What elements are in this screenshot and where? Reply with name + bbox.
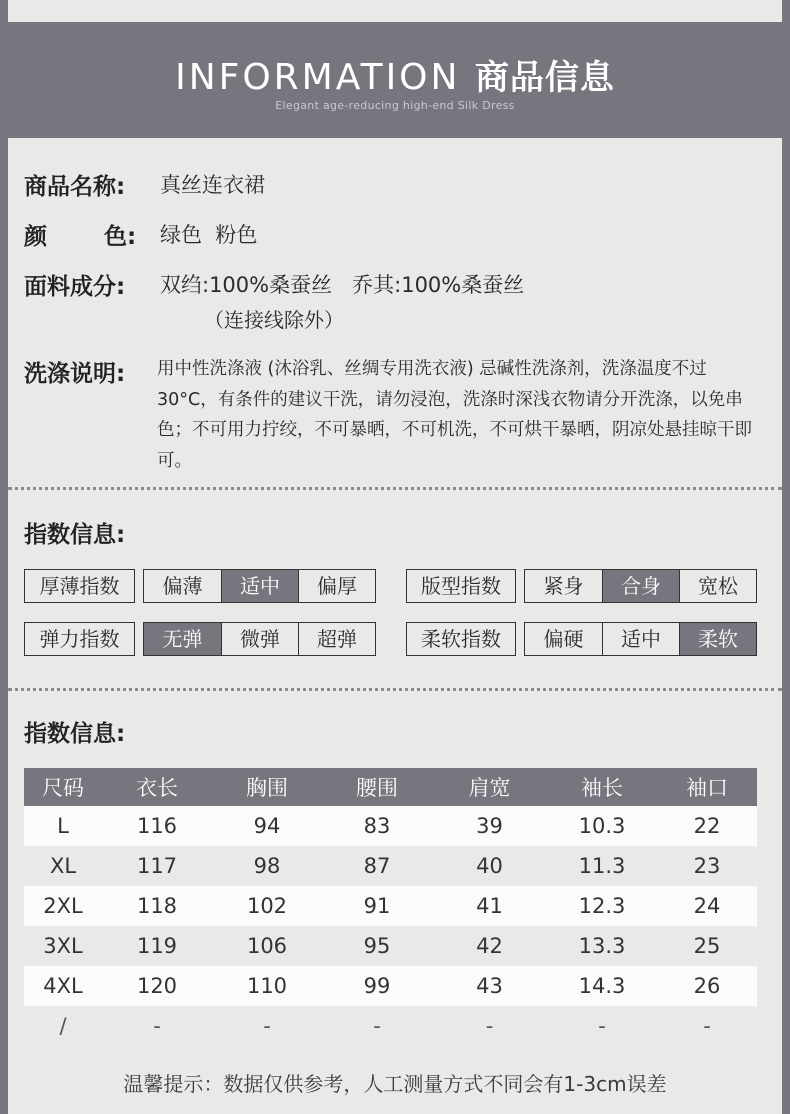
size-table bbox=[24, 768, 757, 1046]
information-header bbox=[0, 22, 790, 138]
size-col-header: 肩宽 bbox=[432, 768, 547, 806]
index-group-softness bbox=[406, 622, 757, 656]
table-cell: 99 bbox=[322, 966, 432, 1006]
table-cell: 12.3 bbox=[547, 886, 657, 926]
index-label: 柔软指数 bbox=[406, 622, 516, 656]
table-cell: 91 bbox=[322, 886, 432, 926]
size-col-header: 袖口 bbox=[657, 768, 757, 806]
table-cell: 102 bbox=[212, 886, 322, 926]
color-label-first: 颜 bbox=[24, 224, 47, 250]
size-col-header: 尺码 bbox=[24, 768, 102, 806]
color-value: 绿色 粉色 bbox=[160, 223, 258, 247]
table-cell: - bbox=[547, 1006, 657, 1046]
table-cell: 2XL bbox=[24, 886, 102, 926]
table-cell: 117 bbox=[102, 846, 212, 886]
dotted-divider bbox=[8, 688, 782, 691]
table-cell: 98 bbox=[212, 846, 322, 886]
table-cell: 120 bbox=[102, 966, 212, 1006]
table-cell: 42 bbox=[432, 926, 547, 966]
index-option-selected: 无弹 bbox=[144, 623, 221, 655]
index-group-thickness bbox=[24, 569, 376, 603]
table-cell: 3XL bbox=[24, 926, 102, 966]
table-cell: 41 bbox=[432, 886, 547, 926]
index-options bbox=[143, 622, 376, 656]
index-label: 厚薄指数 bbox=[24, 569, 135, 603]
index-option: 适中 bbox=[602, 623, 679, 655]
index-option-selected: 柔软 bbox=[679, 623, 756, 655]
table-cell: 87 bbox=[322, 846, 432, 886]
table-cell: 95 bbox=[322, 926, 432, 966]
index-group-fit bbox=[406, 569, 757, 603]
index-section-title: 指数信息: bbox=[24, 522, 126, 548]
table-cell: 22 bbox=[657, 806, 757, 846]
table-cell: 119 bbox=[102, 926, 212, 966]
fabric-label: 面料成分: bbox=[24, 274, 126, 300]
index-option: 微弹 bbox=[221, 623, 298, 655]
size-col-header: 腰围 bbox=[322, 768, 432, 806]
index-options bbox=[524, 569, 757, 603]
index-options bbox=[143, 569, 376, 603]
table-cell: 39 bbox=[432, 806, 547, 846]
index-group-elasticity bbox=[24, 622, 376, 656]
table-cell: 110 bbox=[212, 966, 322, 1006]
table-row bbox=[24, 926, 757, 966]
top-strip bbox=[8, 0, 782, 22]
index-option: 超弹 bbox=[298, 623, 375, 655]
info-panel bbox=[8, 138, 782, 1114]
index-options bbox=[524, 622, 757, 656]
table-cell: 14.3 bbox=[547, 966, 657, 1006]
size-col-header: 袖长 bbox=[547, 768, 657, 806]
table-cell: 118 bbox=[102, 886, 212, 926]
table-cell: 25 bbox=[657, 926, 757, 966]
size-table-header bbox=[24, 768, 757, 806]
index-option-selected: 适中 bbox=[221, 570, 298, 602]
index-label: 版型指数 bbox=[406, 569, 516, 603]
index-option: 偏硬 bbox=[543, 627, 584, 651]
table-cell: 24 bbox=[657, 886, 757, 926]
dotted-divider bbox=[8, 487, 782, 490]
table-cell: 94 bbox=[212, 806, 322, 846]
table-cell: L bbox=[24, 806, 102, 846]
table-cell: 13.3 bbox=[547, 926, 657, 966]
table-cell: 10.3 bbox=[547, 806, 657, 846]
table-cell: 23 bbox=[657, 846, 757, 886]
table-cell: - bbox=[432, 1006, 547, 1046]
wash-instructions: 用中性洗涤液 (沐浴乳、丝绸专用洗衣液) 忌碱性洗涤剂，洗涤温度不过30°C，有条件的建议干洗，请勿浸泡，洗涤时深浅衣物请分开洗涤，以免串色；不可用力拧绞，不可暴晒，不可机洗，不可烘干暴晒，阴凉处悬挂晾干即可。 bbox=[157, 359, 752, 471]
title-en: INFORMATION bbox=[175, 57, 461, 98]
size-section-title: 指数信息: bbox=[24, 721, 126, 747]
index-option: 偏厚 bbox=[298, 570, 375, 602]
index-option: 宽松 bbox=[679, 570, 756, 602]
size-col-header: 胸围 bbox=[212, 768, 322, 806]
table-row bbox=[24, 966, 757, 1006]
page-subtitle: Elegant age-reducing high-end Silk Dress bbox=[275, 99, 515, 112]
table-cell: XL bbox=[24, 846, 102, 886]
table-cell: 40 bbox=[432, 846, 547, 886]
table-row bbox=[24, 846, 757, 886]
wash-label: 洗涤说明: bbox=[24, 361, 126, 387]
index-option: 偏薄 bbox=[162, 574, 203, 598]
index-label: 弹力指数 bbox=[24, 622, 135, 656]
product-name-value: 真丝连衣裙 bbox=[160, 173, 265, 197]
table-cell: 43 bbox=[432, 966, 547, 1006]
page-title bbox=[0, 50, 790, 99]
table-cell: 26 bbox=[657, 966, 757, 1006]
table-cell: 106 bbox=[212, 926, 322, 966]
table-row bbox=[24, 886, 757, 926]
measurement-tip: 温馨提示：数据仅供参考，人工测量方式不同会有1-3cm误差 bbox=[123, 1072, 667, 1096]
product-name-label: 商品名称: bbox=[24, 174, 126, 200]
index-option: 紧身 bbox=[543, 574, 584, 598]
table-row bbox=[24, 1006, 757, 1046]
title-cn: 商品信息 bbox=[474, 58, 615, 98]
table-cell: - bbox=[322, 1006, 432, 1046]
fabric-note: （连接线除外） bbox=[204, 308, 344, 332]
table-cell: 4XL bbox=[24, 966, 102, 1006]
table-cell: 116 bbox=[102, 806, 212, 846]
table-cell: - bbox=[102, 1006, 212, 1046]
table-cell: 83 bbox=[322, 806, 432, 846]
fabric-value: 双绉:100%桑蚕丝 乔其:100%桑蚕丝 bbox=[160, 273, 525, 297]
size-col-header: 衣长 bbox=[102, 768, 212, 806]
table-cell: 11.3 bbox=[547, 846, 657, 886]
index-option-selected: 合身 bbox=[602, 570, 679, 602]
table-cell: - bbox=[657, 1006, 757, 1046]
table-cell: - bbox=[212, 1006, 322, 1046]
color-label-second: 色: bbox=[104, 224, 137, 250]
table-row bbox=[24, 806, 757, 846]
table-cell: / bbox=[24, 1006, 102, 1046]
